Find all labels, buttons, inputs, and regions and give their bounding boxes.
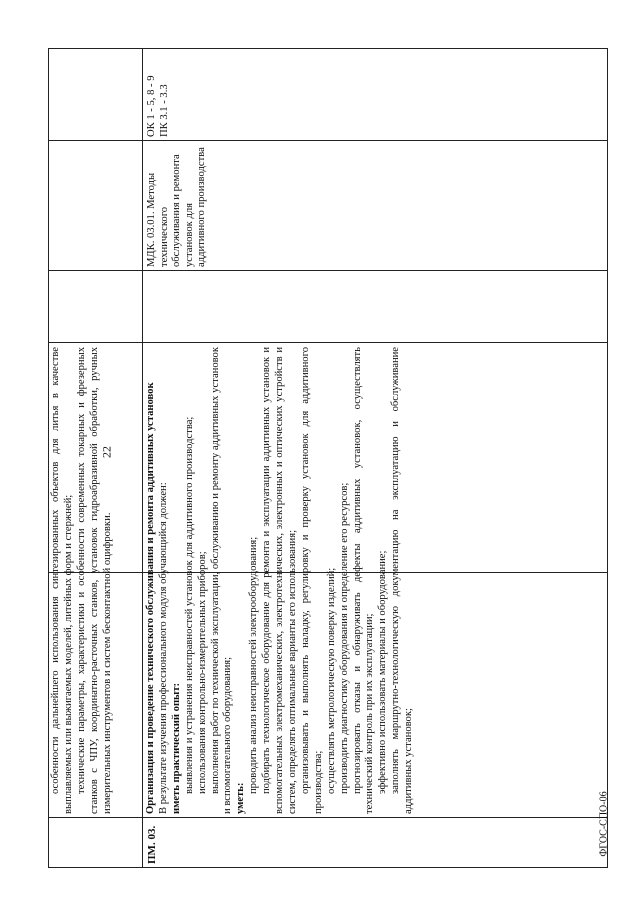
- skills-heading: уметь:: [235, 782, 247, 814]
- hours-cell: [143, 271, 608, 343]
- list-item: использования контрольно-измерительных приборов;: [196, 551, 208, 794]
- module-intro: В результате изучения профессионального модуля обучающийся должен:: [157, 482, 169, 814]
- document-footer: ФГОС-СПО-06: [598, 791, 610, 857]
- list-item: эффективно использовать материалы и оборудование;: [377, 550, 389, 794]
- competencies-cell: [48, 48, 143, 141]
- row2-content: [143, 343, 418, 818]
- page-number: 22: [99, 446, 114, 458]
- list-item: организовывать и выполнять наладку, регулировку и проверку установок для аддитивного производства;: [299, 347, 324, 814]
- mdk-cell: [48, 141, 143, 271]
- list-item: заполнять маршрутно-технологическую документацию на эксплуатацию и обслуживание аддитивных установок;: [390, 347, 415, 814]
- list-item: выявления и устранения неисправностей установок для аддитивного производства;: [183, 416, 195, 794]
- list-item: прогнозировать отказы и обнаруживать дефекты аддитивных установок, осуществлять технический контроль при их эксплуатации;: [351, 347, 376, 814]
- table-row: [48, 48, 143, 868]
- list-item: проводить анализ неисправностей электрооборудования;: [248, 536, 260, 794]
- practice-heading: иметь практический опыт:: [170, 682, 182, 814]
- hours-cell: [48, 271, 143, 343]
- list-item: осуществлять метрологическую поверку изделий;: [325, 567, 337, 794]
- table-row: [143, 48, 608, 868]
- list-item: производить диагностику оборудования и определение его ресурсов;: [338, 482, 350, 794]
- module-title: Организация и проведение технического обслуживания и ремонта аддитивных установок: [145, 382, 156, 814]
- list-item: выполнения работ по технической эксплуатации, обслуживанию и ремонту аддитивных установок и вспомогательного оборудования;: [209, 347, 234, 814]
- mdk-cell: МДК. 03.01. Методы технического обслуживания и ремонта установок для аддитивного производства: [143, 141, 608, 271]
- paragraph: технические параметры, характеристики и особенности современных токарных и фрезерных станков с ЧПУ, координатно-расточных станков, установок гидроабразивной обработки, ручных измерительных инструментов и систем бесконтактной оцифровки.: [75, 347, 113, 814]
- row1-content: [48, 343, 117, 818]
- code-cell: [48, 818, 143, 868]
- paragraph: особенности дальнейшего использования синтезированных объектов для литья в качестве выплавляемых или выжигаемых моделей, литейных форм и стержней;: [50, 347, 74, 814]
- list-item: подбирать технологическое оборудование для ремонта и эксплуатации аддитивных установок и вспомогательных электромеханических, электротехнических, электронных и оптических устройств и систем, определять оптимальные варианты его использования;: [261, 347, 298, 814]
- module-code: ПМ. 03.: [143, 818, 608, 868]
- competencies-cell: ОК 1 - 5, 8 - 9 ПК 3.1 - 3.3: [143, 48, 608, 141]
- competency-table: [48, 48, 608, 868]
